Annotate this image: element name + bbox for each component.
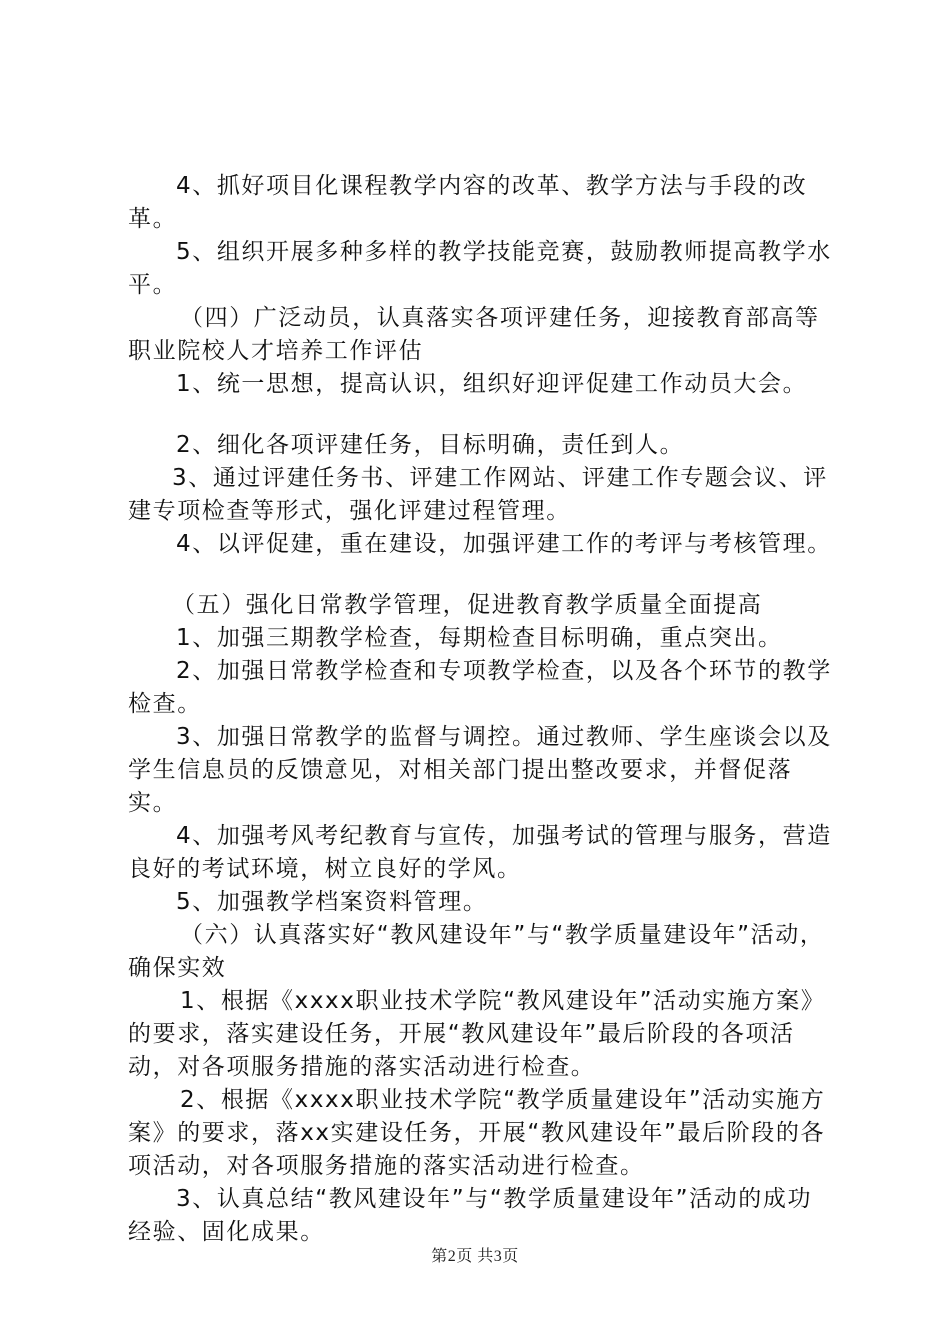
paragraph-item-1-mobilization: 1、统一思想，提高认识，组织好迎评促建工作动员大会。 [176,371,808,397]
section-heading-5: （五）强化日常教学管理，促进教育教学质量全面提高 [172,592,763,618]
document-body [128,170,833,1249]
paragraph-item-2-daily-check: 2、加强日常教学检查和专项教学检查，以及各个环节的教学检查。 [128,658,832,717]
paragraph-item-1-teaching-style: 1、根据《xxxx职业技术学院“教风建设年”活动实施方案》的要求，落实建设任务，开展“教风建设年”最后阶段的各项活动，对各项服务措施的落实活动进行检查。 [128,988,826,1080]
paragraph-item-4-reform: 4、抓好项目化课程教学内容的改革、教学方法与手段的改革。 [128,173,808,232]
paragraph-item-3-supervision: 3、加强日常教学的监督与调控。通过教师、学生座谈会以及学生信息员的反馈意见，对相关部门提出整改要求，并督促落实。 [128,724,832,816]
paragraph-item-2-tasks: 2、细化各项评建任务，目标明确，责任到人。 [176,432,685,458]
section-heading-6: （六）认真落实好“教风建设年”与“教学质量建设年”活动，确保实效 [128,922,825,981]
paragraph-item-1-inspection: 1、加强三期教学检查，每期检查目标明确，重点突出。 [176,625,783,651]
paragraph-item-5-archives: 5、加强教学档案资料管理。 [176,889,488,915]
paragraph-item-4-exam-discipline: 4、加强考风考纪教育与宣传，加强考试的管理与服务，营造良好的考试环境，树立良好的学风。 [128,823,832,882]
paragraph-item-3-summary: 3、认真总结“教风建设年”与“教学质量建设年”活动的成功经验、固化成果。 [128,1186,813,1245]
paragraph-item-2-teaching-quality: 2、根据《xxxx职业技术学院“教学质量建设年”活动实施方案》的要求，落xx实建设任务，开展“教风建设年”最后阶段的各项活动，对各项服务措施的落实活动进行检查。 [128,1087,826,1179]
paragraph-item-3-process: 3、通过评建任务书、评建工作网站、评建工作专题会议、评建专项检查等形式，强化评建过程管理。 [128,465,828,524]
paragraph-item-5-competition: 5、组织开展多种多样的教学技能竞赛，鼓励教师提高教学水平。 [128,239,832,298]
page-number-footer: 第2页 共3页 [431,1248,519,1265]
section-heading-4: （四）广泛动员，认真落实各项评建任务，迎接教育部高等职业院校人才培养工作评估 [128,305,820,364]
paragraph-item-4-assessment: 4、以评促建，重在建设，加强评建工作的考评与考核管理。 [176,531,832,557]
